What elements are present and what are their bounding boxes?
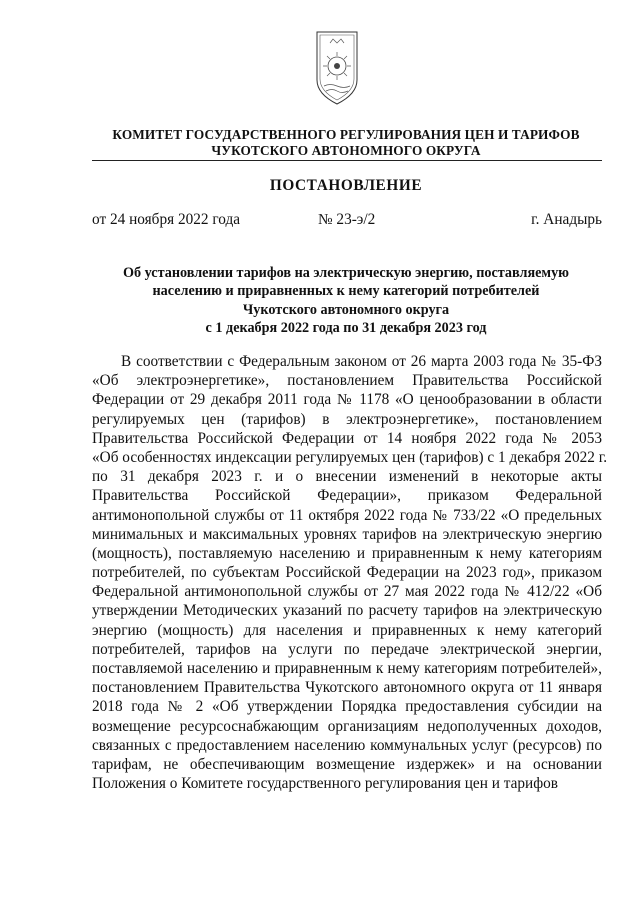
decree-subject: [90, 264, 602, 337]
body-line: Правительства Российской Федерации», приказом Федеральной: [92, 487, 602, 505]
body-line: минимальных и максимальных уровнях тарифов на электрическую энергию: [92, 525, 602, 543]
body-line: утверждении Методических указаний по расчету тарифов на электрическую: [92, 602, 602, 620]
decree-date: от 24 ноября 2022 года: [92, 211, 241, 228]
body-line: Федеральной антимонопольной службы от 27 мая 2022 года № 412/22 «Об: [92, 583, 602, 601]
body-line: антимонопольной службы от 11 октября 2022 года № 733/22 «О предельных: [92, 506, 602, 524]
body-line: энергию (мощность) для населения и приравненных к нему категорий: [92, 621, 602, 639]
header-divider: [92, 160, 602, 161]
body-line: 2018 года № 2 «Об утверждении Порядка предоставления субсидии на: [92, 698, 602, 716]
body-line: поставляемой населению и приравненным к нему категориям потребителей»,: [92, 660, 602, 677]
body-line: потребителей, тарифов на услуги по передаче электрической энергии,: [92, 640, 602, 658]
body-line: «Об электроэнергетике», постановлением Правительства Российской: [92, 372, 602, 390]
body-line: Положения о Комитете государственного регулирования цен и тарифов: [92, 775, 559, 793]
subject-line: Об установлении тарифов на электрическую энергию, поставляемую: [122, 265, 570, 281]
committee-name-line2: ЧУКОТСКОГО АВТОНОМНОГО ОКРУГА: [211, 143, 481, 158]
body-line: (мощность), поставляемую населению и приравненным к нему категориям: [92, 544, 602, 562]
subject-line: населению и приравненных к нему категорий потребителей: [152, 283, 540, 300]
body-paragraph: [92, 352, 608, 793]
body-line: связанных с предоставлением населению коммунальных услуг (ресурсов) по: [92, 736, 602, 754]
body-line: В соответствии с Федеральным законом от 26 марта 2003 года № 35-ФЗ: [121, 353, 602, 370]
body-line: потребителей, по субъектам Российской Федерации на 2023 год», приказом: [92, 564, 602, 582]
body-line: «Об особенностях индексации регулируемых цен (тарифов) с 1 декабря 2022 г.: [92, 448, 608, 466]
body-line: постановлением Правительства Чукотского автономного округа от 11 января: [92, 679, 602, 697]
decree-title: ПОСТАНОВЛЕНИЕ: [269, 177, 423, 194]
committee-name-line1: КОМИТЕТ ГОСУДАРСТВЕННОГО РЕГУЛИРОВАНИЯ ЦЕН И ТАРИФОВ: [112, 127, 580, 142]
body-line: Правительства Российской Федерации от 14 ноября 2022 года № 2053: [92, 429, 602, 447]
decree-city: г. Анадырь: [531, 211, 602, 228]
body-line: тарифам, не обеспечивающим возмещение издержек» и на основании: [92, 755, 602, 773]
subject-line: с 1 декабря 2022 года по 31 декабря 2023 год: [205, 319, 487, 336]
subject-line: Чукотского автономного округа: [242, 301, 450, 318]
body-line: Федерации от 29 декабря 2011 года № 1178 «О ценообразовании в области: [92, 391, 602, 409]
body-line: по 31 декабря 2023 г. и о внесении изменений в некоторые акты: [92, 468, 602, 486]
body-line: регулируемых цен (тарифов) в электроэнергетике», постановлением: [92, 410, 602, 428]
emblem-icon: [312, 28, 362, 108]
decree-number: № 23-э/2: [318, 211, 376, 228]
body-line: возмещение ресурсоснабжающим организациям недополученных доходов,: [92, 717, 602, 735]
